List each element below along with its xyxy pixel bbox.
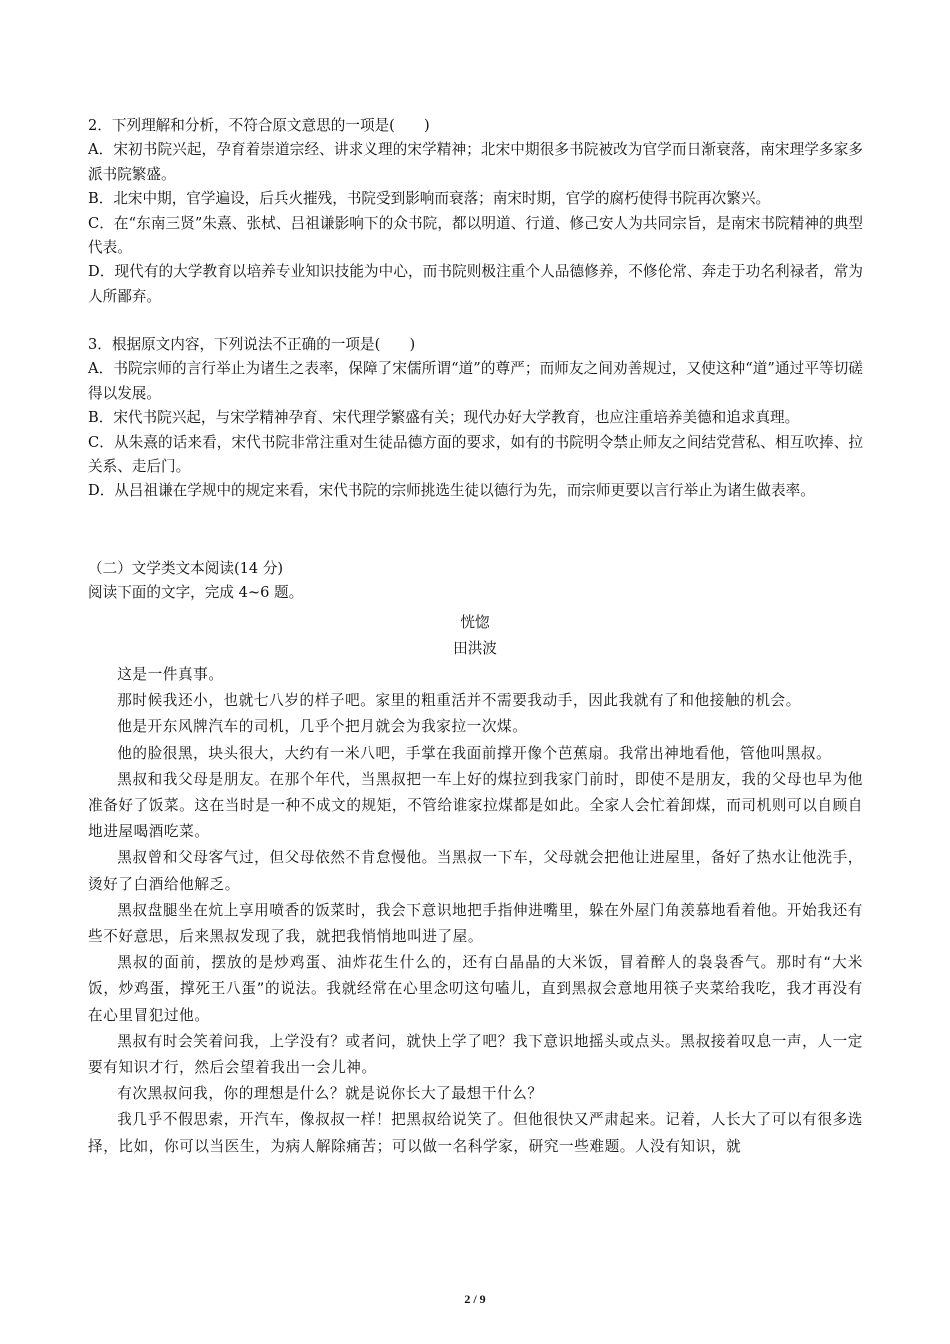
story-paragraph: 有次黑叔问我，你的理想是什么？就是说你长大了最想干什么？ bbox=[117, 1085, 543, 1103]
question-3-option-d: D．从吕祖谦在学规中的规定来看，宋代书院的宗师挑选生徒以德行为先，而宗师更要以言行举止为诸生做表率。 bbox=[88, 482, 815, 500]
story-paragraph: 那时候我还小，也就七八岁的样子吧。家里的粗重活并不需要我动手，因此我就有了和他接触的机会。 bbox=[117, 692, 801, 710]
question-3-option-a: A．书院宗师的言行举止为诸生之表率，保障了宋儒所谓“道”的尊严；而师友之间劝善规过，又使这种“道”通过平等切磋得以发展。 bbox=[88, 360, 863, 402]
story-paragraph: 黑叔曾和父母客气过，但父母依然不肯怠慢他。当黑叔一下车，父母就会把他让进屋里，备好了热水让他洗手，烫好了白酒给他解乏。 bbox=[88, 849, 863, 893]
question-2-option-d: D．现代有的大学教育以培养专业知识技能为中心，而书院则极注重个人品德修养，不修伦常、奔走于功名利禄者，常为人所鄙弃。 bbox=[88, 263, 863, 305]
question-3-option-b: B．宋代书院兴起，与宋学精神孕育、宋代理学繁盛有关；现代办好大学教育，也应注重培养美德和追求真理。 bbox=[88, 409, 800, 427]
question-3-stem: 3．根据原文内容，下列说法不正确的一项是( ) bbox=[88, 336, 416, 353]
question-3-option-c: C．从朱熹的话来看，宋代书院非常注重对生徒品德方面的要求，如有的书院明令禁止师友之间结党营私、相互吹捧、拉关系、走后门。 bbox=[88, 433, 863, 476]
question-2-option-c: C．在“东南三贤”朱熹、张栻、吕祖谦影响下的众书院，都以明道、行道、修己安人为共同宗旨，是南宋书院精神的典型代表。 bbox=[88, 214, 863, 257]
question-2-option-b: B．北宋中期，官学遍设，后兵火摧残，书院受到影响而衰落；南宋时期，官学的腐朽使得书院再次繁兴。 bbox=[88, 190, 771, 208]
page-number: 2 / 9 bbox=[464, 1292, 486, 1306]
story-paragraph: 黑叔有时会笑着问我，上学没有？或者问，就快上学了吧？我下意识地摇头或点头。黑叔接着叹息一声，人一定要有知识才行，然后会望着我出一会儿神。 bbox=[88, 1032, 863, 1077]
story-title: 恍惚 bbox=[460, 614, 490, 631]
section-instruction: 阅读下面的文字，完成 4~6 题。 bbox=[88, 584, 304, 602]
story-paragraph: 他的脸很黑，块头很大，大约有一米八吧，手掌在我面前撑开像个芭蕉扇。我常出神地看他，管他叫黑叔。 bbox=[117, 744, 832, 762]
section-heading: （二）文学类文本阅读(14 分) bbox=[88, 560, 284, 577]
question-2-option-a: A．宋初书院兴起，孕育着崇道宗经、讲求义理的宋学精神；北宋中期很多书院被改为官学而日渐衰落，南宋理学多家多派书院繁盛。 bbox=[88, 141, 863, 183]
question-2 bbox=[88, 114, 863, 309]
question-2-stem: 2．下列理解和分析，不符合原文意思的一项是( ) bbox=[88, 117, 430, 134]
story-paragraph: 这是一件真事。 bbox=[117, 666, 224, 683]
story-paragraph: 黑叔和我父母是朋友。在那个年代，当黑叔把一车上好的煤拉到我家门前时，即使不是朋友，我的父母也早为他准备好了饭菜。这在当时是一种不成文的规矩，不管给谁家拉煤都是如此。全家人会忙着卸煤，而司机则可以自顾自地进屋喝酒吃菜。 bbox=[88, 770, 863, 841]
question-3 bbox=[88, 333, 863, 504]
section-literary-reading bbox=[88, 557, 863, 606]
story-paragraph: 黑叔盘腿坐在炕上享用喷香的饭菜时，我会下意识地把手指伸进嘴里，躲在外屋门角羡慕地看着他。开始我还有些不好意思，后来黑叔发现了我，就把我悄悄地叫进了屋。 bbox=[88, 901, 863, 946]
story-body bbox=[88, 662, 863, 1160]
story-paragraph: 我几乎不假思索，开汽车，像叔叔一样！把黑叔给说笑了。但他很快又严肃起来。记着，人长大了可以有很多选择，比如，你可以当医生，为病人解除痛苦；可以做一名科学家，研究一些难题。人没有知识，就 bbox=[88, 1111, 863, 1155]
story-paragraph: 他是开东风牌汽车的司机，几乎个把月就会为我家拉一次煤。 bbox=[117, 718, 528, 736]
story-author: 田洪波 bbox=[453, 640, 497, 657]
story-paragraph: 黑叔的面前，摆放的是炒鸡蛋、油炸花生什么的，还有白晶晶的大米饭，冒着醉人的袅袅香气。那时有“大米饭，炒鸡蛋，撑死王八蛋”的说法。我就经常在心里念叨这句嗑儿，直到黑叔会意地用筷子夹菜给我吃，我才再没有在心里冒犯过他。 bbox=[88, 954, 863, 1024]
